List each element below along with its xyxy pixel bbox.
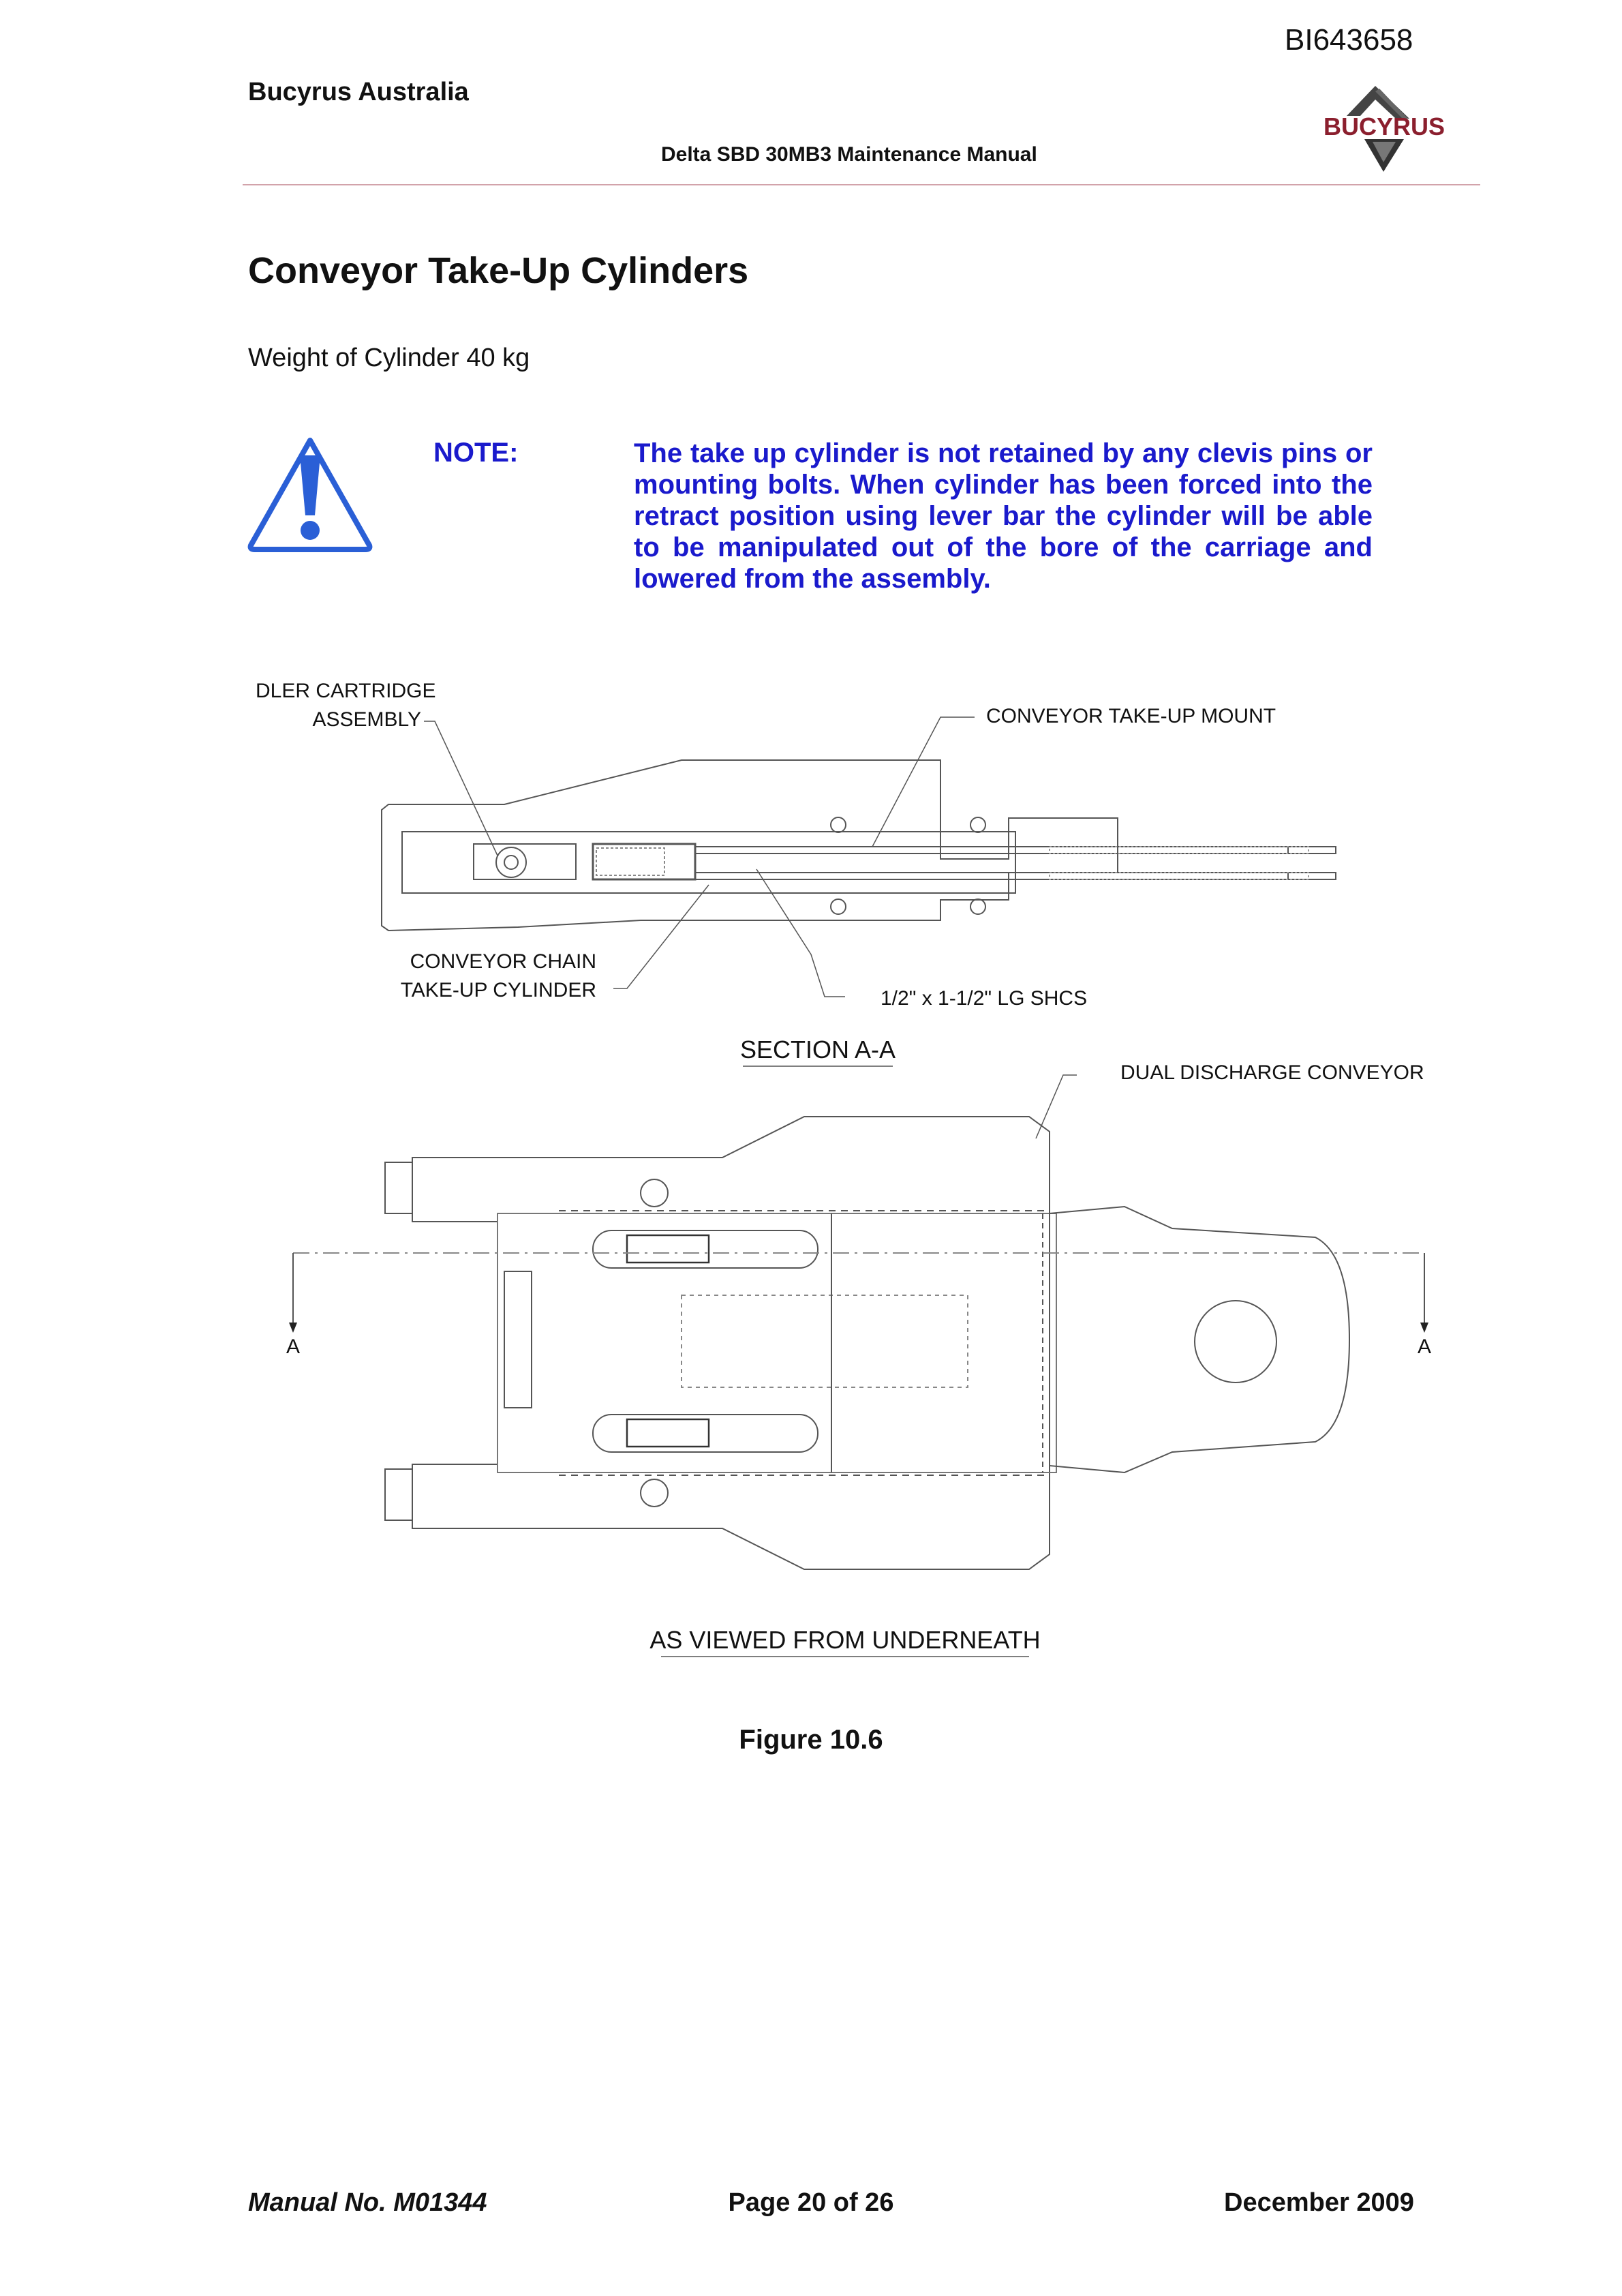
footer-page-number: Page 20 of 26 <box>728 2188 894 2217</box>
manual-title: Delta SBD 30MB3 Maintenance Manual <box>661 143 1037 166</box>
label-idler-cartridge-2: ASSEMBLY <box>312 708 421 731</box>
section-label: SECTION A-A <box>739 1036 896 1063</box>
section-mark-left: A <box>286 1335 301 1358</box>
document-id: BI643658 <box>1285 23 1413 57</box>
footer-date: December 2009 <box>1224 2188 1414 2217</box>
label-chain-cylinder-1: CONVEYOR CHAIN <box>410 950 596 973</box>
company-name: Bucyrus Australia <box>248 78 469 106</box>
label-dual-discharge: DUAL DISCHARGE CONVEYOR <box>1120 1061 1424 1084</box>
warning-icon <box>245 435 375 554</box>
leader-lines <box>424 717 1077 1138</box>
note-label: NOTE: <box>433 438 519 468</box>
note-text: The take up cylinder is not retained by any clevis pins or mounting bolts. When cylinder has been forced into the retract position using lever bar the cylinder will be able to be manipulated out of the bore of the carriage and lowered from the assembly. <box>634 438 1373 594</box>
label-takeup-mount: CONVEYOR TAKE-UP MOUNT <box>986 705 1276 727</box>
plan-view-geometry <box>289 1117 1428 1569</box>
section-mark-right: A <box>1417 1335 1432 1358</box>
bucyrus-logo <box>1307 82 1461 177</box>
label-shcs: 1/2" x 1-1/2" LG SHCS <box>881 987 1088 1010</box>
header-divider <box>243 184 1480 185</box>
technical-drawing <box>245 668 1472 1677</box>
label-chain-cylinder-2: TAKE-UP CYLINDER <box>400 979 596 1001</box>
view-note: AS VIEWED FROM UNDERNEATH <box>649 1626 1041 1654</box>
section-view-geometry <box>382 760 1336 931</box>
section-heading: Conveyor Take-Up Cylinders <box>248 250 749 291</box>
label-idler-cartridge-1: DLER CARTRIDGE <box>256 680 436 702</box>
footer-manual-number: Manual No. M01344 <box>248 2188 487 2217</box>
cylinder-weight: Weight of Cylinder 40 kg <box>248 344 530 372</box>
figure-caption: Figure 10.6 <box>739 1725 883 1755</box>
logo-text: BUCYRUS <box>1323 112 1445 140</box>
